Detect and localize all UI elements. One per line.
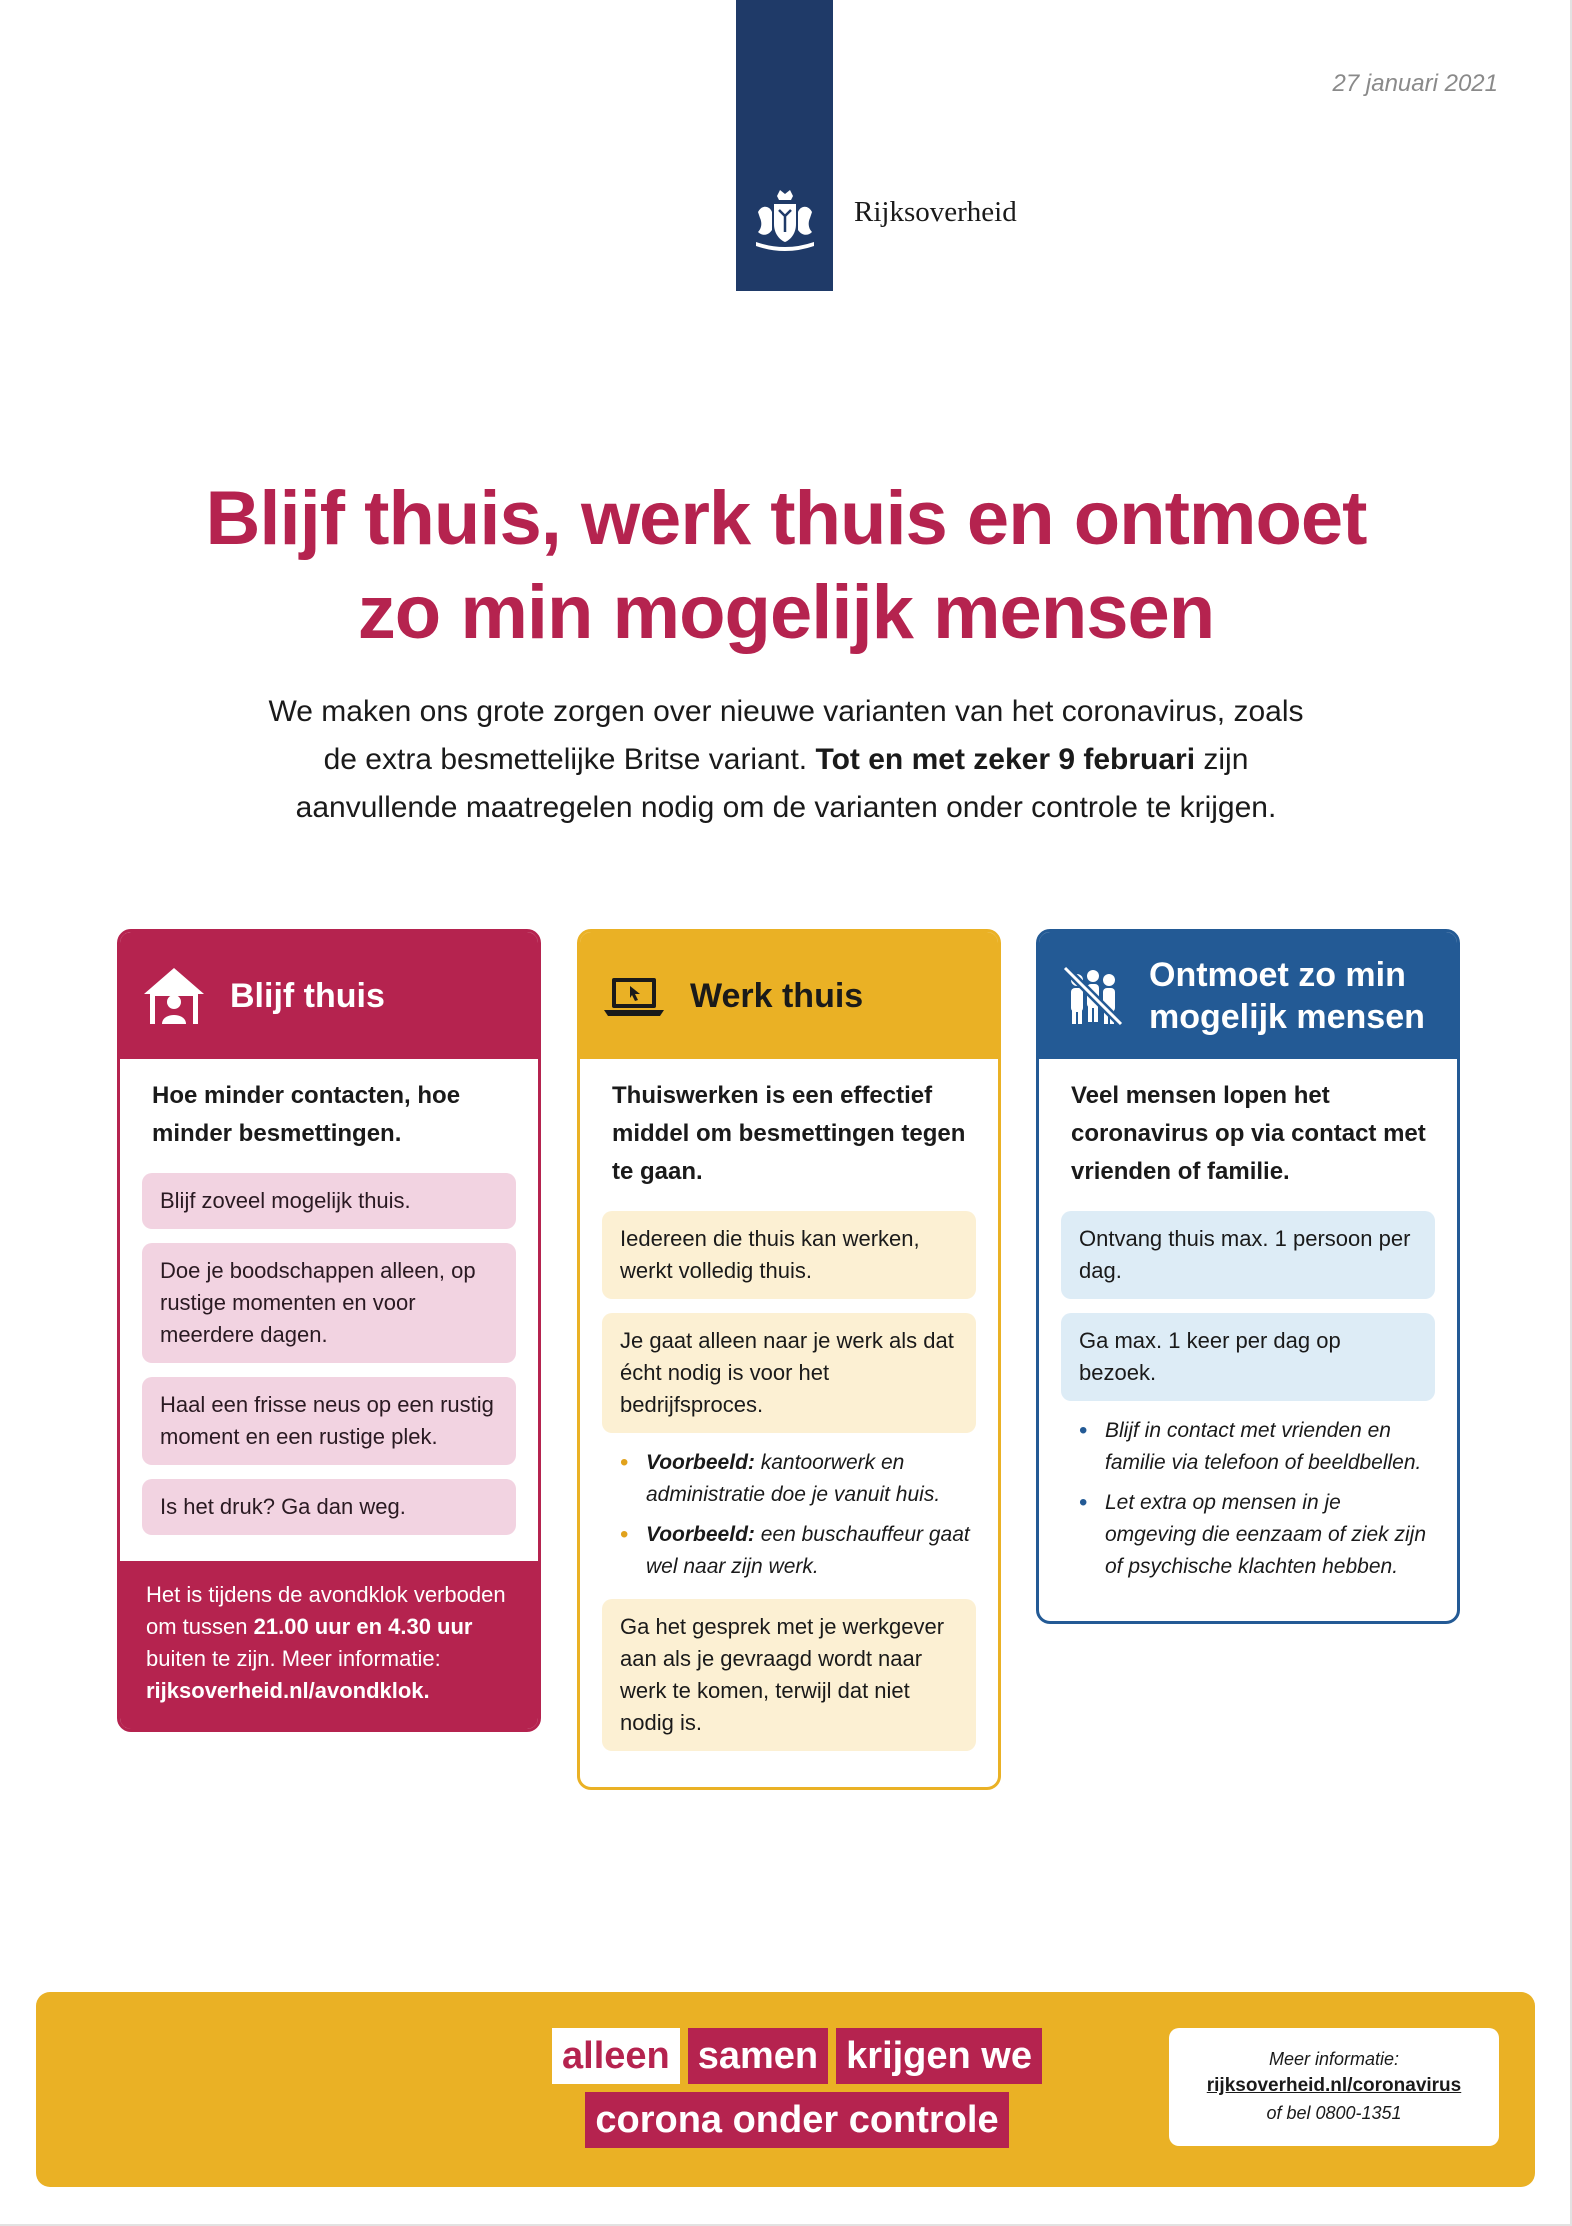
info-label: Meer informatie:	[1268, 2049, 1400, 2069]
curfew-text-mid: buiten te zijn. Meer informatie:	[146, 1646, 441, 1671]
advice-box: Ga max. 1 keer per dag op bezoek.	[1061, 1313, 1435, 1401]
info-box	[1169, 2028, 1499, 2146]
example-label: Voorbeeld:	[646, 1523, 755, 1546]
intro-line-1: We maken ons grote zorgen over nieuwe varianten van het coronavirus, zoals	[268, 695, 1304, 728]
advice-box: Iedereen die thuis kan werken, werkt volledig thuis.	[602, 1211, 976, 1299]
bottom-banner	[36, 1992, 1535, 2187]
example-item	[602, 1447, 976, 1511]
date: 27 januari 2021	[1332, 70, 1498, 97]
slogan	[552, 2028, 1042, 2148]
example-text: een buschauffeur gaat wel naar zijn werk.	[646, 1523, 970, 1578]
curfew-hours: 21.00 uur en 4.30 uur	[253, 1614, 473, 1639]
card-body	[580, 1059, 998, 1787]
card-title-line-1: Ontmoet zo min	[1149, 955, 1406, 994]
example-text: kantoorwerk en administratie doe je vanuit huis.	[646, 1451, 941, 1506]
laptop-icon	[600, 962, 668, 1030]
tip-item: • Let extra op mensen in je omgeving die eenzaam of ziek zijn of psychische klachten hebben.	[1061, 1487, 1435, 1583]
coat-of-arms-icon	[750, 186, 820, 256]
logo-bar	[736, 0, 833, 291]
card-ontmoet	[1036, 929, 1460, 1624]
intro-line-2-post: zijn	[1203, 743, 1249, 776]
card-body	[1039, 1059, 1457, 1621]
tip-list	[1061, 1415, 1435, 1583]
house-icon	[140, 962, 208, 1030]
card-body	[120, 1059, 538, 1729]
headline	[0, 472, 1572, 660]
example-list	[602, 1447, 976, 1583]
card-title-line-2: mogelijk mensen	[1149, 997, 1425, 1036]
advice-box: Haal een frisse neus op een rustig moment en een rustige plek.	[142, 1377, 516, 1465]
example-label: Voorbeeld:	[646, 1451, 755, 1474]
intro-line-2	[0, 736, 1572, 784]
card-title: Werk thuis	[690, 976, 864, 1015]
info-phone: of bel 0800-1351	[1266, 2103, 1402, 2123]
no-group-icon	[1059, 962, 1127, 1030]
slogan-line-2: corona onder controle	[585, 2092, 1008, 2148]
curfew-notice	[120, 1561, 538, 1729]
card-header	[120, 932, 538, 1059]
headline-line-2: zo min mogelijk mensen	[357, 570, 1215, 655]
advice-box: Blijf zoveel mogelijk thuis.	[142, 1173, 516, 1229]
intro-line-2-pre: de extra besmettelijke Britse variant.	[323, 743, 808, 776]
card-header	[1039, 932, 1457, 1059]
advice-box: Ontvang thuis max. 1 persoon per dag.	[1061, 1211, 1435, 1299]
card-title	[1149, 954, 1425, 1038]
slogan-row-1	[552, 2028, 1042, 2084]
info-link[interactable]: rijksoverheid.nl/coronavirus	[1206, 2075, 1462, 2096]
curfew-link[interactable]: rijksoverheid.nl/avondklok.	[146, 1678, 430, 1703]
advice-box: Ga het gesprek met je werkgever aan als je gevraagd wordt naar werk te komen, terwijl dat niet nodig is.	[602, 1599, 976, 1751]
card-werk-thuis	[577, 929, 1001, 1790]
card-title: Blijf thuis	[230, 976, 385, 1015]
intro-text	[0, 688, 1572, 832]
example-item	[602, 1519, 976, 1583]
curfew-text-pre: Het is tijdens de avondklok verboden om tussen	[146, 1582, 506, 1639]
tip-item: • Blijf in contact met vrienden en familie via telefoon of beeldbellen.	[1061, 1415, 1435, 1479]
slogan-word-krijgen-we: krijgen we	[836, 2028, 1042, 2084]
slogan-word-alleen: alleen	[552, 2028, 680, 2084]
logo-wordmark: Rijksoverheid	[854, 196, 1017, 228]
card-lead: Veel mensen lopen het coronavirus op via contact met vrienden of familie.	[1071, 1082, 1426, 1185]
card-lead: Hoe minder contacten, hoe minder besmettingen.	[152, 1082, 461, 1147]
intro-deadline: Tot en met zeker 9 februari	[815, 743, 1196, 776]
advice-box: Is het druk? Ga dan weg.	[142, 1479, 516, 1535]
slogan-word-samen: samen	[688, 2028, 828, 2084]
advice-box: Je gaat alleen naar je werk als dat écht nodig is voor het bedrijfsproces.	[602, 1313, 976, 1433]
intro-line-3: aanvullende maatregelen nodig om de varianten onder controle te krijgen.	[295, 791, 1277, 824]
headline-line-1: Blijf thuis, werk thuis en ontmoet	[205, 476, 1367, 561]
card-blijf-thuis	[117, 929, 541, 1732]
slogan-row-2	[552, 2092, 1042, 2148]
card-lead: Thuiswerken is een effectief middel om besmettingen tegen te gaan.	[612, 1082, 966, 1185]
card-header	[580, 932, 998, 1059]
advice-box: Doe je boodschappen alleen, op rustige momenten en voor meerdere dagen.	[142, 1243, 516, 1363]
